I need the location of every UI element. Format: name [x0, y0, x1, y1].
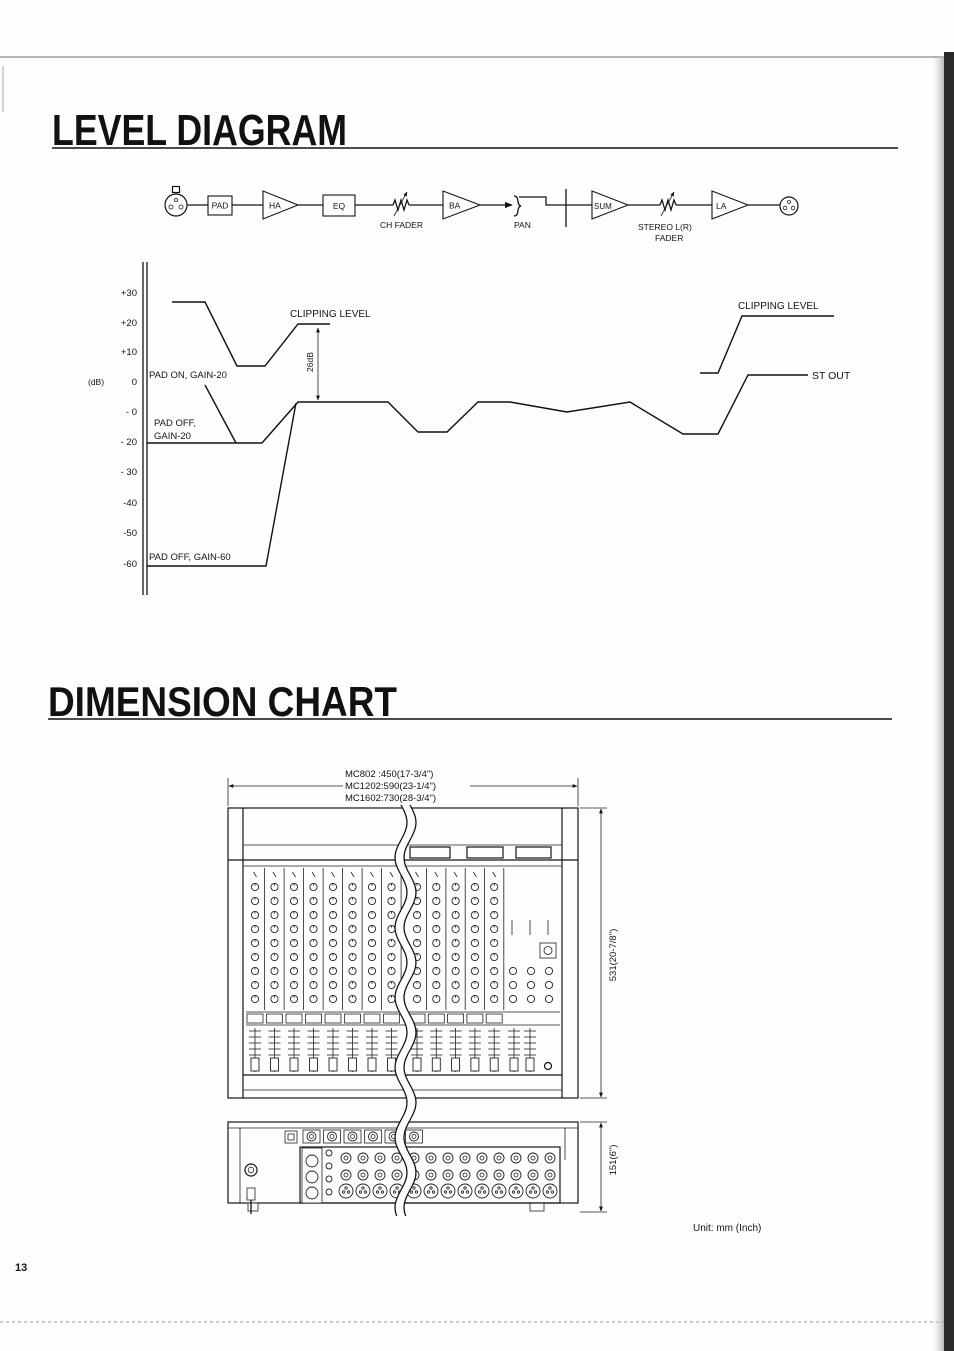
xlr-jack — [424, 1184, 438, 1198]
fader-knob — [251, 1058, 259, 1071]
stereo-fader-label-2: FADER — [655, 233, 684, 243]
channel-label-strip — [467, 1014, 483, 1023]
xlr-jack — [509, 1184, 523, 1198]
pad-on-gain-20-label: PAD ON, GAIN-20 — [149, 370, 227, 381]
jack — [528, 1153, 538, 1163]
headroom-label: 26dB — [305, 352, 315, 372]
jack — [358, 1170, 368, 1180]
jack — [307, 1132, 316, 1141]
xlr-jack — [356, 1184, 370, 1198]
fader-knob — [368, 1058, 376, 1071]
knob — [545, 967, 552, 974]
db-tick-label: - 20 — [120, 437, 137, 448]
jack — [426, 1170, 436, 1180]
knob — [527, 995, 534, 1002]
jack — [348, 1132, 357, 1141]
width-label-mc1602: MC1602:730(28-3/4") — [345, 793, 437, 804]
scan-edge-shadow — [930, 58, 944, 1351]
width-label-mc1202: MC1202:590(23-1/4") — [345, 781, 437, 792]
ch-fader-label: CH FADER — [380, 220, 423, 230]
jack — [328, 1132, 337, 1141]
stereo-fader-label: STEREO L(R) — [638, 222, 692, 232]
foot — [530, 1203, 544, 1211]
level-diagram-heading: LEVEL DIAGRAM — [52, 106, 347, 155]
fader-knob — [432, 1058, 440, 1071]
foot — [248, 1203, 258, 1211]
fader-knob — [490, 1058, 498, 1071]
jack — [358, 1153, 368, 1163]
fader-knob — [349, 1058, 357, 1071]
jack — [545, 1153, 555, 1163]
db-tick-label: - 0 — [125, 407, 137, 418]
jack — [545, 1170, 555, 1180]
knob — [527, 981, 534, 988]
knob — [509, 967, 516, 974]
svg-text:LA: LA — [716, 201, 727, 211]
jack — [341, 1153, 351, 1163]
db-tick-label: +10 — [120, 347, 137, 358]
xlr-jack — [339, 1184, 353, 1198]
jack — [426, 1153, 436, 1163]
fader-knob — [271, 1058, 279, 1071]
xlr-jack — [306, 1171, 318, 1183]
jack — [460, 1170, 470, 1180]
clipping-level-label-right: CLIPPING LEVEL — [738, 301, 819, 312]
scan-right-edge — [944, 52, 954, 1351]
width-label-mc802: MC802 :450(17-3/4") — [345, 769, 434, 780]
height-rear-label: 151(6") — [608, 1144, 619, 1176]
knob — [545, 995, 552, 1002]
clipping-level-label-left: CLIPPING LEVEL — [290, 309, 371, 320]
knob — [527, 967, 534, 974]
pan-label: PAN — [514, 220, 531, 230]
jack — [375, 1170, 385, 1180]
db-tick-label: 0 — [131, 377, 137, 388]
channel-label-strip — [306, 1014, 322, 1023]
channel-label-strip — [325, 1014, 341, 1023]
db-tick-label: -50 — [123, 528, 137, 539]
jack — [460, 1153, 470, 1163]
fader-knob — [388, 1058, 396, 1071]
svg-text:EQ: EQ — [332, 201, 346, 211]
db-tick-label: - 30 — [120, 467, 137, 478]
page-number: 13 — [15, 1262, 28, 1274]
knob — [509, 981, 516, 988]
channel-label-strip — [267, 1014, 283, 1023]
db-tick-label: -40 — [123, 498, 137, 509]
knob — [545, 981, 552, 988]
jack — [443, 1170, 453, 1180]
xlr-jack — [373, 1184, 387, 1198]
jack — [511, 1170, 521, 1180]
xlr-jack — [526, 1184, 540, 1198]
unit-note: Unit: mm (Inch) — [693, 1223, 762, 1234]
svg-text:BA: BA — [449, 200, 461, 211]
svg-text:HA: HA — [269, 200, 281, 211]
pad-off-gain-60-label: PAD OFF, GAIN-60 — [149, 552, 231, 563]
db-tick-label: +30 — [120, 288, 137, 299]
channel-label-strip — [286, 1014, 302, 1023]
svg-text:PAD: PAD — [211, 200, 229, 211]
db-unit-label: (dB) — [88, 377, 105, 387]
fader-knob — [329, 1058, 337, 1071]
jack — [375, 1153, 385, 1163]
channel-label-strip — [384, 1014, 400, 1023]
height-front-label: 531(20-7/8") — [608, 928, 619, 982]
xlr-jack — [458, 1184, 472, 1198]
xlr-jack — [441, 1184, 455, 1198]
st-out-label: ST OUT — [812, 370, 851, 382]
fader-knob — [290, 1058, 298, 1071]
fader-knob — [413, 1058, 421, 1071]
jack — [326, 1176, 332, 1182]
db-tick-label: -60 — [123, 559, 137, 570]
knob — [509, 995, 516, 1002]
fader-knob — [526, 1058, 534, 1071]
xlr-jack — [543, 1184, 557, 1198]
fader-knob — [452, 1058, 460, 1071]
eq-block — [323, 195, 355, 216]
pad-block — [208, 196, 232, 215]
jack — [528, 1170, 538, 1180]
jack — [326, 1189, 332, 1195]
channel-label-strip — [364, 1014, 380, 1023]
jack — [369, 1132, 378, 1141]
fader-knob — [510, 1058, 518, 1071]
pad-off-gain-20-label-2: GAIN-20 — [154, 431, 191, 442]
jack — [410, 1132, 419, 1141]
jack — [392, 1170, 402, 1180]
jack — [477, 1153, 487, 1163]
channel-label-strip — [448, 1014, 464, 1023]
power-switch-icon — [285, 1131, 297, 1143]
channel-label-strip — [428, 1014, 444, 1023]
fader-knob — [310, 1058, 318, 1071]
dimension-chart-heading: DIMENSION CHART — [48, 678, 398, 725]
jack — [494, 1170, 504, 1180]
channel-label-strip — [247, 1014, 263, 1023]
jack — [341, 1170, 351, 1180]
pad-off-gain-20-label: PAD OFF, — [154, 418, 197, 429]
xlr-jack — [306, 1155, 318, 1167]
jack — [326, 1163, 332, 1169]
xlr-jack — [475, 1184, 489, 1198]
jack — [443, 1153, 453, 1163]
jack — [326, 1150, 332, 1156]
headphone-jack-icon — [540, 943, 556, 958]
xlr-jack — [492, 1184, 506, 1198]
channel-label-strip — [486, 1014, 502, 1023]
jack — [477, 1170, 487, 1180]
channel-label-strip — [345, 1014, 361, 1023]
db-tick-label: +20 — [120, 318, 137, 329]
jack — [494, 1153, 504, 1163]
xlr-jack — [306, 1187, 318, 1199]
svg-text:SUM: SUM — [594, 202, 612, 211]
jack — [511, 1153, 521, 1163]
fader-knob — [471, 1058, 479, 1071]
